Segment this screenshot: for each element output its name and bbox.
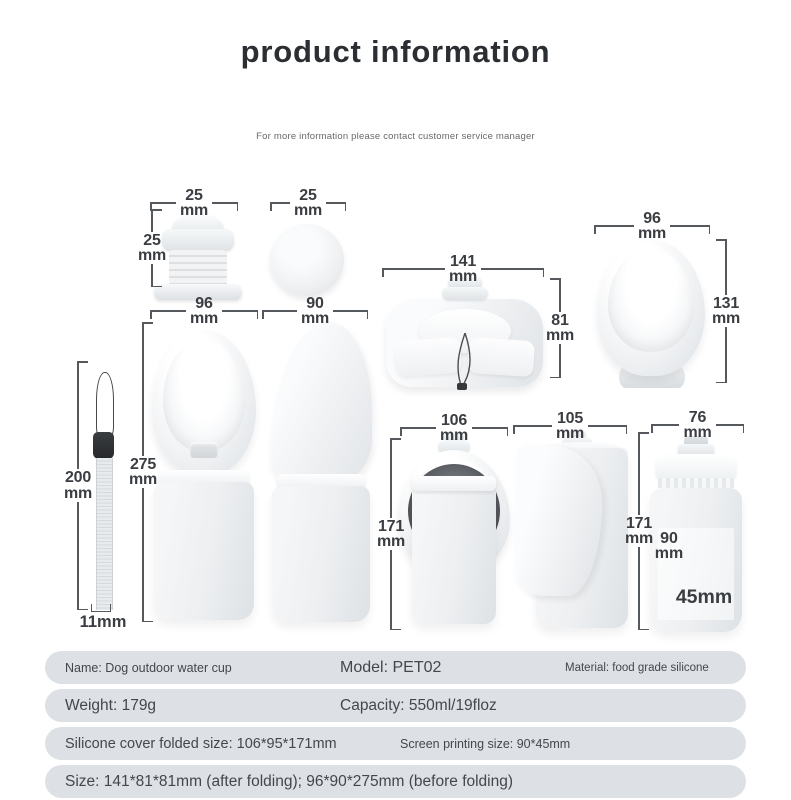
bottle-cap [656, 454, 736, 478]
dim-bottle-cover-width: 90 mm [262, 296, 368, 326]
spec-row-folded-print [45, 727, 746, 760]
dim-strap-width: 11mm [79, 613, 127, 631]
cap-barrel [169, 250, 227, 286]
bottle-with-draped-cover [518, 430, 632, 630]
dim-cap-top-width: 25 mm [270, 188, 346, 218]
spec-model: Model: PET02 [340, 658, 442, 676]
spec-weight: Weight: 179g [65, 696, 157, 714]
bottle-body [412, 476, 496, 624]
cap-top-view [270, 224, 344, 296]
silicone-bowl [597, 240, 707, 392]
dim-bottle-open-width: 96 mm [150, 296, 258, 326]
dim-print-width: 45mm [675, 586, 733, 608]
bottle-with-cover [266, 322, 376, 622]
spec-material: Material: food grade silicone [565, 661, 709, 674]
bottle-with-bowl-open [150, 330, 258, 620]
spec-row-name-model-material [45, 651, 746, 684]
dim-cap-height: 25 mm [129, 209, 175, 287]
page-subtitle: For more information please contact customer service manager [256, 131, 535, 142]
dim-bowl-width: 96 mm [594, 211, 710, 241]
neck-band [412, 476, 496, 491]
dim-folded-cover-height: 171 mm [368, 438, 414, 630]
folded-cap-base [442, 287, 488, 300]
dim-strap-length: 200 mm [55, 361, 101, 610]
dim-folded-cover-width: 106 mm [400, 413, 508, 443]
page-title: product information [240, 34, 551, 69]
bowl-spout [190, 442, 218, 458]
dim-folded-height: 81 mm [537, 278, 583, 378]
folded-bottle [386, 277, 543, 392]
spec-size: Size: 141*81*81mm (after folding); 96*90*275mm (before folding) [65, 772, 514, 790]
bottle-body [272, 486, 370, 622]
dim-bottle-height: 275 mm [120, 322, 166, 622]
dim-folded-width: 141 mm [382, 254, 544, 284]
spec-capacity: Capacity: 550ml/19floz [340, 696, 497, 714]
hanging-cord [444, 333, 486, 389]
dim-bowl-height: 131 mm [703, 239, 749, 383]
dim-sport-height: 171 mm [616, 432, 662, 630]
dim-sport-width: 76 mm [651, 410, 744, 440]
spec-name: Name: Dog outdoor water cup [65, 660, 232, 675]
spec-row-weight-capacity [45, 689, 746, 722]
spec-print-size: Screen printing size: 90*45mm [400, 736, 571, 751]
dim-strap-width-bracket [91, 604, 111, 612]
dim-drape-width: 105 mm [513, 411, 627, 441]
silicone-cover [270, 322, 372, 484]
bowl-shell [597, 240, 705, 376]
dim-cap-width: 25 mm [150, 188, 238, 218]
dim-print-height: 90 mm [654, 530, 684, 563]
cord-knot [457, 383, 467, 390]
bottle-body [154, 482, 254, 620]
bottle-with-folded-cover [398, 432, 510, 630]
spec-row-overall-size [45, 765, 746, 798]
spec-folded-size: Silicone cover folded size: 106*95*171mm [65, 735, 337, 752]
cap-collar [658, 478, 734, 488]
